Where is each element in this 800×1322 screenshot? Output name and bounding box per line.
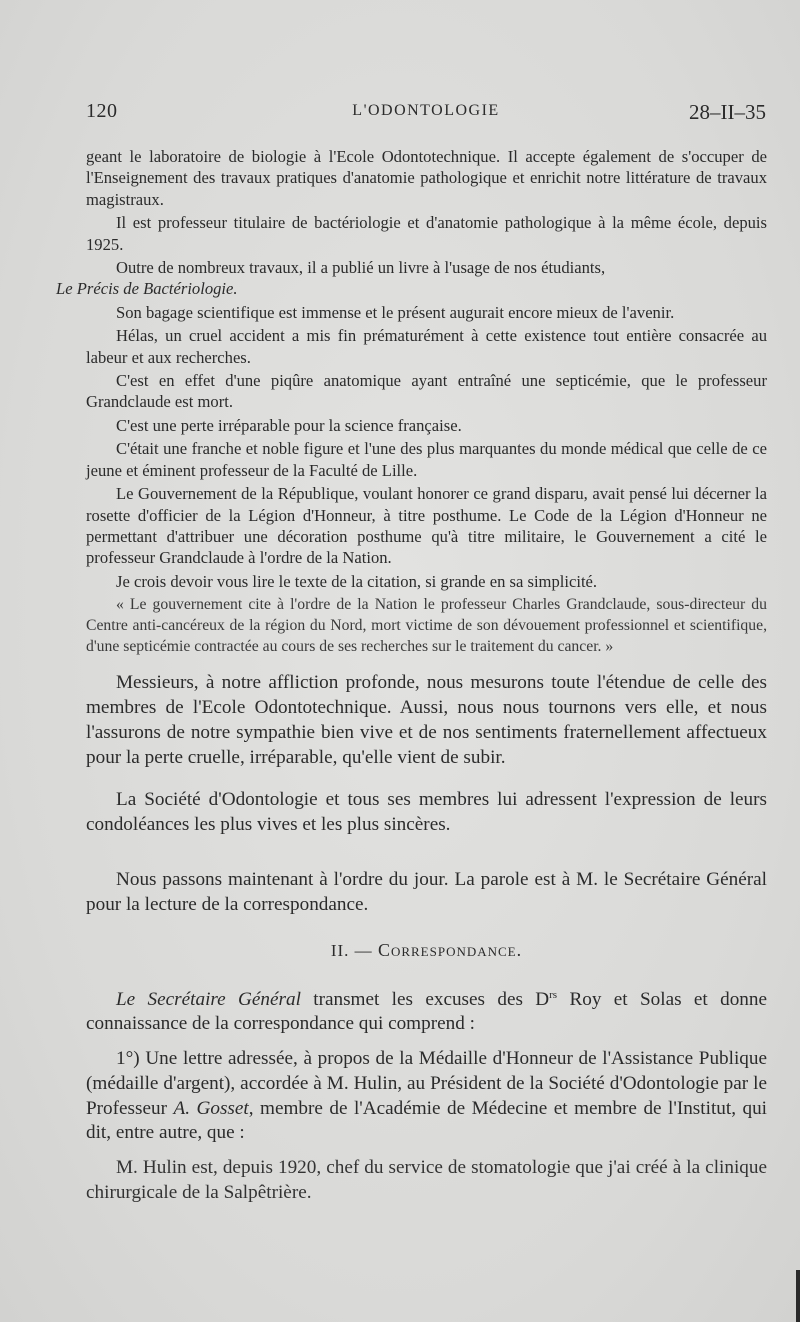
paragraph: C'est une perte irréparable pour la science française. xyxy=(116,415,462,435)
section-number: II. — xyxy=(330,940,373,960)
speaker-name: Le Secrétaire Général xyxy=(116,988,301,1010)
paragraph: Nous passons maintenant à l'ordre du jour. La parole est à M. le Secrétaire Général pour la lecture de la correspondance. xyxy=(86,868,767,915)
paragraph xyxy=(56,257,767,300)
person-name: A. Gosset xyxy=(173,1097,249,1119)
section-heading xyxy=(86,940,767,961)
journal-title: L'ODONTOLOGIE xyxy=(352,102,500,119)
paragraph: Hélas, un cruel accident a mis fin prématurément à cette existence tout entière consacrée au labeur et aux recherches. xyxy=(86,326,767,367)
large-print-section xyxy=(86,671,767,1206)
paragraph: Il est professeur titulaire de bactériologie et d'anatomie pathologique à la même école, depuis 1925. xyxy=(86,213,767,254)
issue-date: 28–II–35 xyxy=(689,100,766,124)
running-head xyxy=(86,100,766,130)
paragraph-text: transmet les excuses des D xyxy=(300,988,550,1010)
quoted-text: M. Hulin est, depuis 1920, chef du service de stomatologie que j'ai créé à la clinique chirurgicale de la Salpêtrière. xyxy=(86,1157,767,1204)
book-title: Le Précis de Bactériologie. xyxy=(56,279,238,299)
paragraph: Je crois devoir vous lire le texte de la citation, si grande en sa simplicité. xyxy=(116,571,598,591)
body-text xyxy=(56,146,767,1224)
paragraph: Son bagage scientifique est immense et le présent augurait encore mieux de l'avenir. xyxy=(116,302,675,322)
section-title: Correspondance. xyxy=(377,939,523,960)
paragraph-text: Roy et Solas et donne connaissance de la correspondance qui comprend : xyxy=(86,988,767,1035)
paragraph-text: 1°) Une lettre adressée, à propos de la Médaille d'Honneur de l'Assistance Publique (médaille d'argent), accordée à M. Hulin, au Président de la Société d'Odontologie par le Professeur xyxy=(86,1048,767,1119)
paragraph: Messieurs, à notre affliction profonde, nous mesurons toute l'étendue de celle des membres de l'Ecole Odontotechnique. Aussi, nous nous tournons vers elle, et nous l'assurons de notre sympathie bien vive et de nos sentiments fraternellement affectueux pour la perte cruelle, irréparable, qu'elle vient de subir. xyxy=(86,672,767,768)
paragraph xyxy=(86,1047,767,1146)
paragraph: Le Gouvernement de la République, voulant honorer ce grand disparu, avait pensé lui décerner la rosette d'officier de la Légion d'Honneur, à titre posthume. Le Code de la Légion d'Honneur ne permettant d'attribuer une décoration posthume qu'à titre militaire, le Gouvernement a cité le professeur Grandclaude à l'ordre de la Nation. xyxy=(86,484,767,568)
superscript: rs xyxy=(549,988,558,1001)
citation-quote: « Le gouvernement cite à l'ordre de la Nation le professeur Charles Grandclaude, sous-directeur du Centre anti-cancéreux de la région du Nord, mort victime de son dévouement professionnel et scientifique, d'une septicémie contractée au cours de ses recherches sur le traitement du cancer. » xyxy=(86,596,767,656)
paragraph-text: , membre de l'Académie de Médecine et membre de l'Institut, qui dit, entre autre, que : xyxy=(86,1097,767,1144)
paragraph: C'est en effet d'une piqûre anatomique ayant entraîné une septicémie, que le professeur Grandclaude est mort. xyxy=(86,371,767,412)
paragraph: geant le laboratoire de biologie à l'Ecole Odontotechnique. Il accepte également de s'occuper de l'Enseignement des travaux pratiques d'anatomie pathologique et enrichit notre littérature de travaux magistraux. xyxy=(86,147,767,209)
paragraph-text: Outre de nombreux travaux, il a publié un livre à l'usage de nos étudiants, xyxy=(116,258,606,278)
small-print-section xyxy=(56,146,767,657)
paragraph xyxy=(86,983,767,1038)
paragraph: C'était une franche et noble figure et l'une des plus marquantes du monde médical que celle de ce jeune et éminent professeur de la Faculté de Lille. xyxy=(86,439,767,480)
paragraph: La Société d'Odontologie et tous ses membres lui adressent l'expression de leurs condoléances les plus vives et les plus sincères. xyxy=(86,789,767,836)
page-number: 120 xyxy=(86,100,118,122)
page-edge-mark xyxy=(796,1270,800,1322)
